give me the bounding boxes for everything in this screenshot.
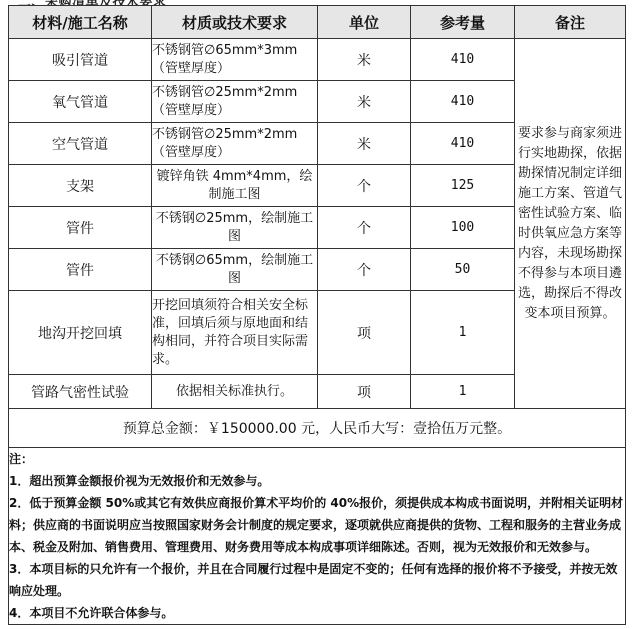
header-unit: 单位 [318,6,411,39]
row-qty: 1 [411,291,515,375]
budget-row [9,409,626,448]
row-spec: 不锈钢∅65mm，绘制施工图 [152,249,318,291]
row-qty: 410 [411,39,515,81]
row-name: 吸引管道 [9,39,152,81]
row-name: 管路气密性试验 [9,375,152,409]
row-spec: 不锈钢∅25mm，绘制施工图 [152,207,318,249]
row-unit: 项 [318,291,411,375]
row-qty: 50 [411,249,515,291]
budget-total: 预算总金额：￥150000.00 元，人民币大写：壹拾伍万元整。 [9,409,626,448]
row-unit: 个 [318,165,411,207]
row-qty: 100 [411,207,515,249]
note-item: 3．本项目标的只允许有一个报价，并且在合同履行过程中是固定不变的；任何有选择的报价将不予接受，并按无效响应处理。 [9,562,618,598]
header-remark: 备注 [515,6,626,39]
row-name: 支架 [9,165,152,207]
row-unit: 米 [318,123,411,165]
row-unit: 米 [318,81,411,123]
row-spec: 开挖回填须符合相关安全标准，回填后须与原地面和结构相同，并符合项目实际需求。 [152,291,318,375]
row-spec: 不锈钢管∅65mm*3mm（管壁厚度） [152,39,318,81]
header-row [9,6,626,39]
row-unit: 个 [318,249,411,291]
note-item: 2．低于预算金额 50%或其它有效供应商报价算术平均价的 40%报价，须提供成本构成书面说明，并附相关证明材料；供应商的书面说明应当按照国家财务会计制度的规定要求，逐项就供应商提供的货物、工程和服务的主营业务成本、税金及附加、销售费用、管理费用、财务费用等成本构成事项详细陈述。否则，视为无效报价和无效参与。 [9,496,624,554]
header-material: 材料/施工名称 [9,6,152,39]
row-name: 空气管道 [9,123,152,165]
notes-cell [9,448,626,625]
row-qty: 410 [411,123,515,165]
row-unit: 个 [318,207,411,249]
row-name: 管件 [9,207,152,249]
note-item: 4．本项目不允许联合体参与。 [9,606,174,620]
row-unit: 米 [318,39,411,81]
row-spec: 镀锌角铁 4mm*4mm，绘制施工图 [152,165,318,207]
row-spec: 不锈钢管∅25mm*2mm（管壁厚度） [152,123,318,165]
header-qty: 参考量 [411,6,515,39]
row-qty: 1 [411,375,515,409]
row-spec: 不锈钢管∅25mm*2mm（管壁厚度） [152,81,318,123]
table-row [9,39,626,81]
row-qty: 410 [411,81,515,123]
notes-row [9,448,626,625]
row-name: 管件 [9,249,152,291]
header-spec: 材质或技术要求 [152,6,318,39]
row-unit: 项 [318,375,411,409]
procurement-table [8,5,626,625]
row-name: 地沟开挖回填 [9,291,152,375]
row-spec: 依据相关标准执行。 [152,375,318,409]
note-item: 1．超出预算金额报价视为无效报价和无效参与。 [9,474,270,488]
row-name: 氧气管道 [9,81,152,123]
remark-cell: 要求参与商家须进行实地勘探，依据勘探情况制定详细施工方案、管道气密性试验方案、临时供氧应急方案等内容，未现场勘探不得参与本项目遴选，勘探后不得改变本项目预算。 [515,39,626,409]
notes-title: 注： [9,452,34,466]
row-qty: 125 [411,165,515,207]
